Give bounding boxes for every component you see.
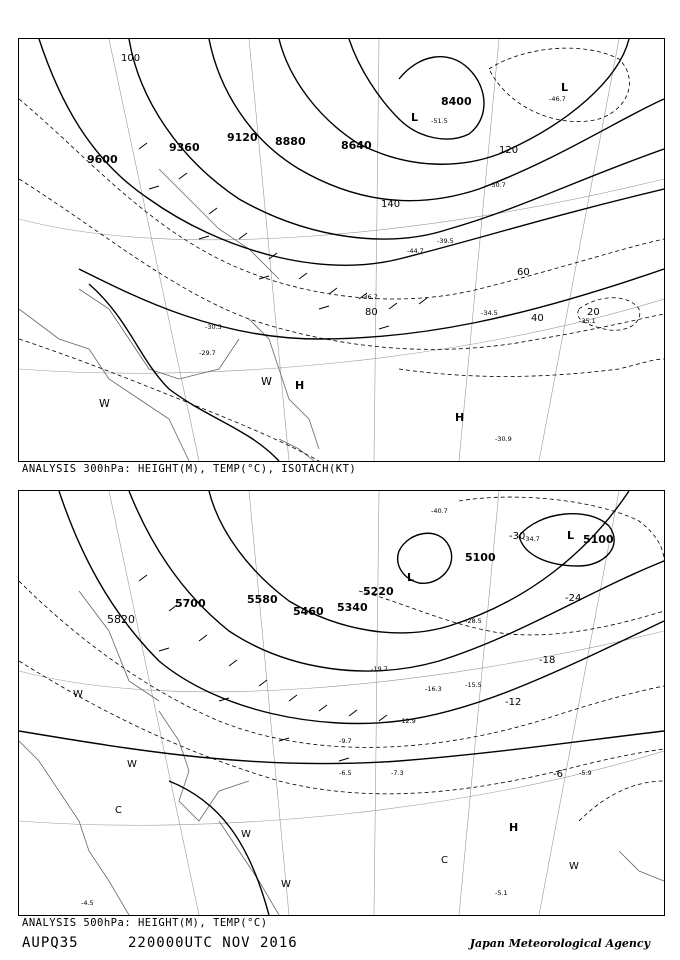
height-label-9120: 9120 bbox=[227, 131, 258, 144]
center-C-1: C bbox=[115, 805, 122, 816]
temp-iso-label--24: -24 bbox=[565, 593, 582, 604]
isotach-label-140: 140 bbox=[381, 199, 401, 210]
isotach-label-40: 40 bbox=[531, 313, 544, 324]
height-label-8640: 8640 bbox=[341, 139, 372, 152]
valid-time: 220000UTC NOV 2016 bbox=[128, 935, 298, 951]
height-label-5460: 5460 bbox=[293, 605, 324, 618]
temp-label: -4.5 bbox=[81, 899, 94, 907]
height-label-5700: 5700 bbox=[175, 597, 206, 610]
temp-label: -30.9 bbox=[495, 435, 512, 443]
height-label-9600: 9600 bbox=[87, 153, 118, 166]
temp-iso-label--12: -12 bbox=[505, 697, 522, 708]
isotach-label-20: 20 bbox=[587, 307, 600, 318]
center-L-2: L bbox=[561, 81, 569, 94]
lower-height-label-group bbox=[107, 533, 614, 626]
upper-chart-caption: ANALYSIS 300hPa: HEIGHT(M), TEMP(°C), ISOTACH(KT) bbox=[22, 463, 357, 475]
temp-label: -9.7 bbox=[339, 737, 352, 745]
lower-center-group bbox=[73, 529, 582, 890]
center-H-1: H bbox=[509, 821, 519, 834]
height-label-8400: 8400 bbox=[441, 95, 472, 108]
lower-coastline bbox=[19, 591, 664, 915]
temp-label: -28.5 bbox=[465, 617, 482, 625]
upper-height-contours bbox=[39, 39, 664, 461]
temp-label: -50.7 bbox=[489, 181, 506, 189]
center-W-4: W bbox=[569, 861, 579, 872]
upper-graticule bbox=[19, 39, 664, 461]
temp-label: -40.7 bbox=[431, 507, 448, 515]
upper-isotach-label-group bbox=[121, 53, 600, 324]
center-L-1: L bbox=[407, 571, 415, 584]
center-W-2: W bbox=[127, 759, 137, 770]
center-W-1: W bbox=[73, 689, 83, 700]
temp-iso-label--6: -6 bbox=[553, 769, 563, 780]
center-W-2: W bbox=[99, 397, 110, 410]
temp-label: -34.7 bbox=[523, 535, 540, 543]
lower-graticule bbox=[19, 491, 664, 915]
upper-chart-map bbox=[19, 39, 664, 461]
temp-label: -39.5 bbox=[437, 237, 454, 245]
isotach-label-60: 60 bbox=[517, 267, 530, 278]
temp-iso-label--30: -30 bbox=[509, 531, 526, 542]
upper-wind-barbs bbox=[139, 143, 427, 329]
center-L-2: L bbox=[567, 529, 575, 542]
lower-chart-caption: ANALYSIS 500hPa: HEIGHT(M), TEMP(°C) bbox=[22, 917, 268, 929]
height-label-5580: 5580 bbox=[247, 593, 278, 606]
temp-label: -30.3 bbox=[205, 323, 222, 331]
temp-label: -44.7 bbox=[407, 247, 424, 255]
lower-chart-map bbox=[19, 491, 664, 915]
isotach-label-120: 120 bbox=[499, 145, 519, 156]
lower-chart-panel bbox=[18, 490, 665, 916]
height-label-5220: 5220 bbox=[363, 585, 394, 598]
temp-label: -5.9 bbox=[579, 769, 592, 777]
center-W-1: W bbox=[261, 375, 272, 388]
temp-label: -34.5 bbox=[481, 309, 498, 317]
agency-credit: Japan Meteorological Agency bbox=[469, 937, 650, 950]
isotach-label-100: 100 bbox=[121, 53, 141, 64]
height-label-8880: 8880 bbox=[275, 135, 306, 148]
temp-label: -12.9 bbox=[399, 717, 416, 725]
upper-dashed-isolines bbox=[19, 48, 664, 461]
temp-label: -19.7 bbox=[371, 665, 388, 673]
upper-temp-label-group bbox=[199, 95, 596, 443]
height-label-9360: 9360 bbox=[169, 141, 200, 154]
temp-label: -16.3 bbox=[425, 685, 442, 693]
isotach-label-80: 80 bbox=[365, 307, 378, 318]
center-H-2: H bbox=[455, 411, 465, 424]
center-W-3: W bbox=[241, 829, 251, 840]
temp-label: -7.3 bbox=[391, 769, 404, 777]
temp-iso-label--18: -18 bbox=[539, 655, 556, 666]
center-H-1: H bbox=[295, 379, 305, 392]
temp-label: -29.7 bbox=[199, 349, 216, 357]
center-C-2: C bbox=[441, 855, 448, 866]
temp-label: -51.5 bbox=[431, 117, 448, 125]
temp-label: -6.5 bbox=[339, 769, 352, 777]
temp-label: -46.7 bbox=[549, 95, 566, 103]
temp-label: -5.1 bbox=[495, 889, 508, 897]
temp-label: -15.5 bbox=[465, 681, 482, 689]
height-label-5820: 5820 bbox=[107, 613, 135, 626]
height-label-5340: 5340 bbox=[337, 601, 368, 614]
lower-height-contours bbox=[19, 491, 664, 915]
temp-label: -36.7 bbox=[361, 293, 378, 301]
center-W-5: W bbox=[281, 879, 291, 890]
center-L-1: L bbox=[411, 111, 419, 124]
upper-chart-panel bbox=[18, 38, 665, 462]
height-label-5100-a: 5100 bbox=[465, 551, 496, 564]
chart-id: AUPQ35 bbox=[22, 935, 79, 951]
temp-label: -35.1 bbox=[579, 317, 596, 325]
height-label-5100-b: 5100 bbox=[583, 533, 614, 546]
